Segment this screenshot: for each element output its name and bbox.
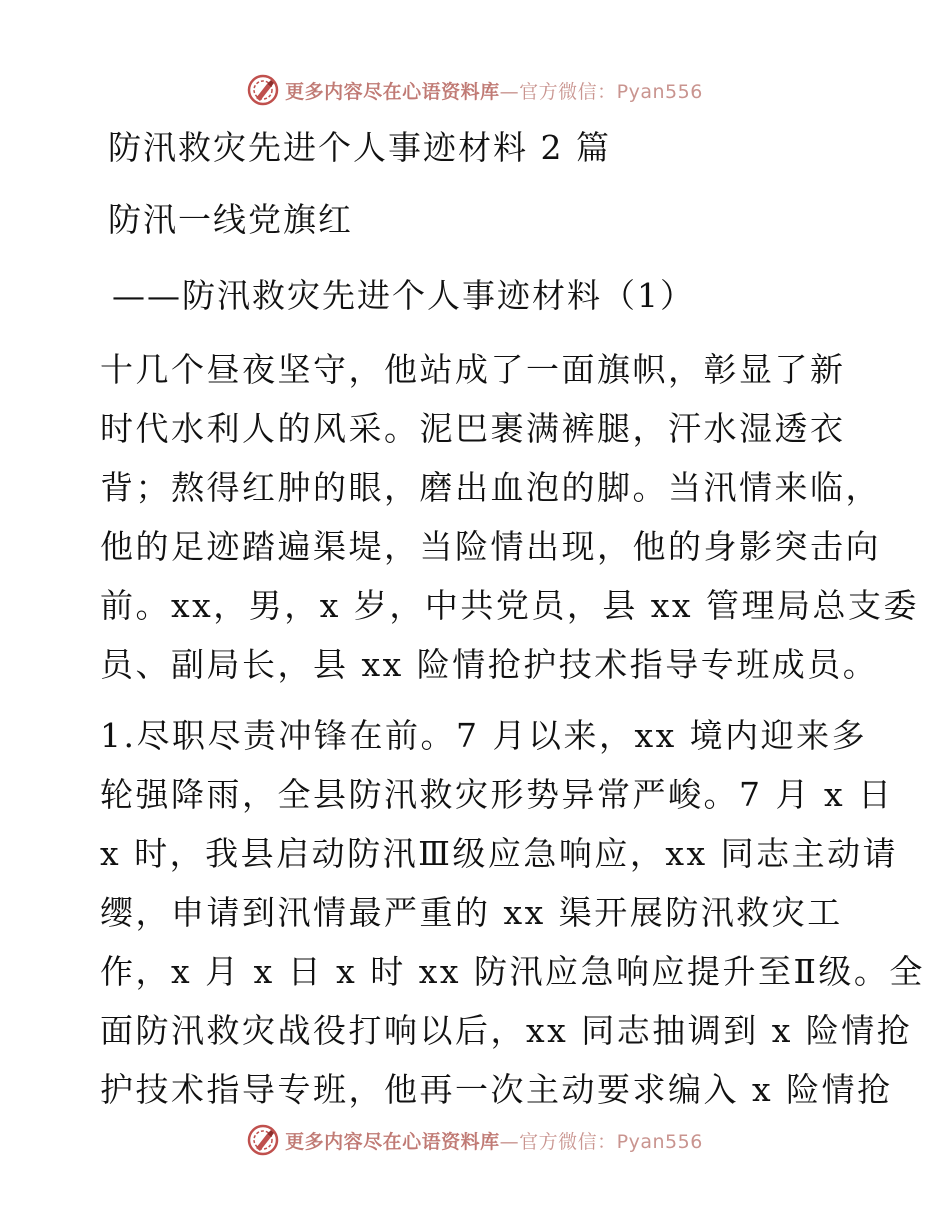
paragraph-line: x 时，我县启动防汛Ⅲ级应急响应，xx 同志主动请 (100, 834, 899, 873)
document-title: 防汛救灾先进个人事迹材料 2 篇 (108, 128, 611, 167)
paragraph-line: 作，x 月 x 日 x 时 xx 防汛应急响应提升至Ⅱ级。全 (100, 952, 925, 991)
paragraph-line: 他的足迹踏遍渠堤，当险情出现，他的身影突击向 (100, 527, 881, 566)
watermark-main-text: 更多内容尽在心语资料库 (285, 80, 500, 103)
paragraph-line: 前。xx，男，x 岁，中共党员，县 xx 管理局总支委 (100, 586, 920, 625)
paragraph-line: 背；熬得红肿的眼，磨出血泡的脚。当汛情来临， (100, 468, 881, 507)
paragraph-line: 1.尽职尽责冲锋在前。7 月以来，xx 境内迎来多 (100, 716, 868, 755)
watermark-sub-text: —官方微信：Pyan556 (499, 80, 703, 103)
logo-icon (247, 74, 279, 106)
document-subtitle: 防汛一线党旗红 (108, 200, 353, 239)
paragraph-line: 员、副局长，县 xx 险情抢护技术指导专班成员。 (100, 645, 879, 684)
header-watermark (0, 70, 950, 110)
logo-icon (247, 1124, 279, 1156)
watermark-main-text: 更多内容尽在心语资料库 (285, 1130, 500, 1153)
paragraph-line: 时代水利人的风采。泥巴裹满裤腿，汗水湿透衣 (100, 409, 846, 448)
watermark-sub-text: —官方微信：Pyan556 (499, 1130, 703, 1153)
paragraph-line: 缨，申请到汛情最严重的 xx 渠开展防汛救灾工 (100, 893, 843, 932)
paragraph-line: 十几个昼夜坚守，他站成了一面旗帜，彰显了新 (100, 350, 846, 389)
paragraph-line: 面防汛救灾战役打响以后，xx 同志抽调到 x 险情抢 (100, 1011, 913, 1050)
document-subheading: ——防汛救灾先进个人事迹材料（1） (112, 276, 695, 315)
paragraph-line: 轮强降雨，全县防汛救灾形势异常严峻。7 月 x 日 (100, 775, 894, 814)
paragraph-1 (100, 340, 920, 694)
paragraph-2 (100, 706, 925, 1119)
footer-watermark (0, 1120, 950, 1160)
paragraph-line: 护技术指导专班，他再一次主动要求编入 x 险情抢 (100, 1070, 893, 1109)
